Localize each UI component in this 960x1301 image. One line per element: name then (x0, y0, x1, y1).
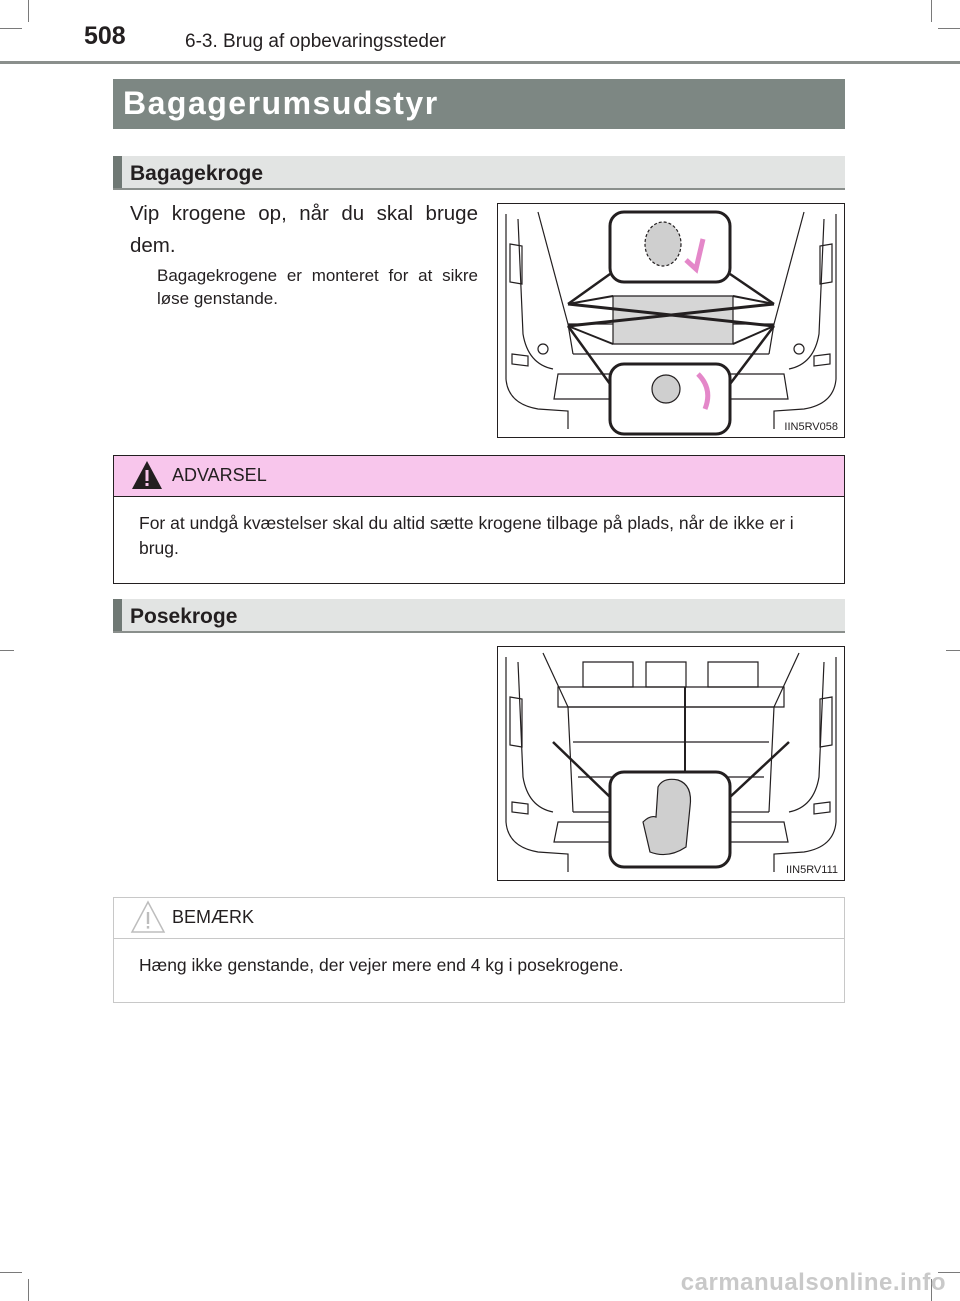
section-title-bagagekroge: Bagagekroge (130, 162, 264, 185)
instruction-text: Vip krogene op, når du skal bruge dem. (130, 202, 478, 257)
figure-code: IIN5RV058 (784, 421, 838, 433)
crop-mark (0, 28, 22, 29)
warning-box (113, 455, 845, 584)
section-accent (113, 599, 122, 631)
crop-mark (0, 1272, 22, 1273)
note-header (114, 898, 844, 939)
chapter-title: 6-3. Brug af opbevaringssteder (185, 31, 446, 52)
crop-mark (946, 650, 960, 651)
main-title: Bagagerumsudstyr (123, 85, 439, 121)
section-header-posekroge (113, 599, 845, 633)
note-text: Hæng ikke genstande, der vejer mere end 4 kg i posekrogene. (139, 955, 624, 975)
crop-mark (0, 650, 14, 651)
watermark: carmanualsonline.info (680, 1269, 946, 1296)
figure-bag-hooks (497, 646, 845, 881)
description-text: Bagagekrogene er monteret for at sikre løse genstande. (157, 266, 478, 308)
main-title-banner (113, 79, 845, 129)
crop-mark (931, 0, 932, 22)
section-title-posekroge: Posekroge (130, 605, 238, 628)
figure-luggage-hooks (497, 203, 845, 438)
section-header-bagagekroge (113, 156, 845, 190)
page-number: 508 (84, 22, 126, 50)
warning-triangle-icon (130, 458, 164, 492)
header-rule (0, 61, 960, 64)
warning-label: ADVARSEL (172, 465, 267, 485)
caution-triangle-outline-icon (130, 899, 166, 935)
luggage-hooks-illustration (498, 204, 844, 437)
figure-code: IIN5RV111 (786, 864, 838, 876)
crop-mark (28, 0, 29, 22)
bag-hooks-illustration (498, 647, 844, 880)
note-label: BEMÆRK (172, 907, 255, 927)
crop-mark (28, 1279, 29, 1301)
warning-text: For at undgå kvæstelser skal du altid sætte krogene tilbage på plads, når de ikke er i brug. (139, 513, 794, 558)
note-box (113, 897, 845, 1003)
section-accent (113, 156, 122, 188)
warning-header (114, 456, 844, 497)
crop-mark (938, 28, 960, 29)
